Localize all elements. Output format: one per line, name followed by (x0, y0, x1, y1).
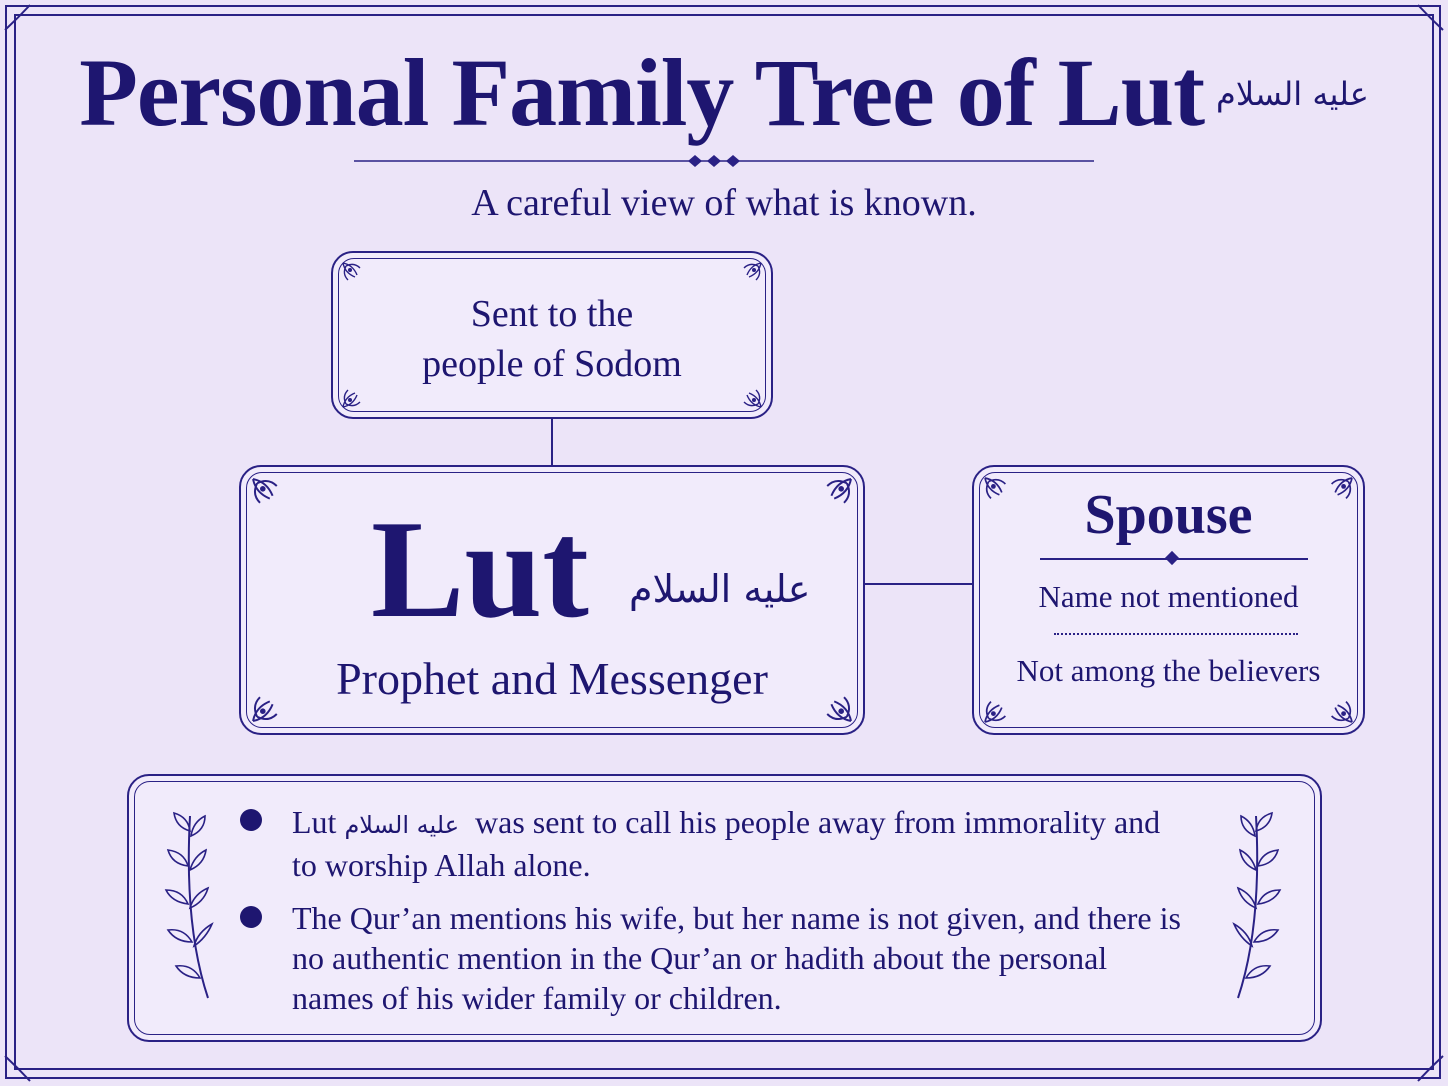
title-honorific: عليه السلام (1216, 75, 1369, 113)
title-text: Personal Family Tree of Lut (79, 39, 1205, 146)
note-1-honorific: عليه السلام (344, 811, 460, 839)
note-2: The Qur’an mentions his wife, but her name is not given, and there is no authentic mention in the Qur’an or hadith about the personal names of his wider family or children. (292, 900, 1181, 1016)
person-role: Prophet and Messenger (336, 653, 768, 704)
note-1-prefix: Lut (292, 804, 337, 840)
spouse-status: Not among the believers (1016, 653, 1321, 688)
subtitle: A careful view of what is known. (471, 182, 977, 224)
person-honorific: عليه السلام (629, 567, 811, 611)
spouse-name: Name not mentioned (1038, 579, 1299, 614)
mission-line-2: people of Sodom (422, 343, 682, 385)
spouse-heading: Spouse (1084, 484, 1253, 546)
person-name: Lut (371, 492, 589, 647)
note-1-text: was sent to call his people away from immorality and to worship Allah alone. (292, 804, 1161, 883)
mission-line-1: Sent to the (470, 293, 634, 335)
